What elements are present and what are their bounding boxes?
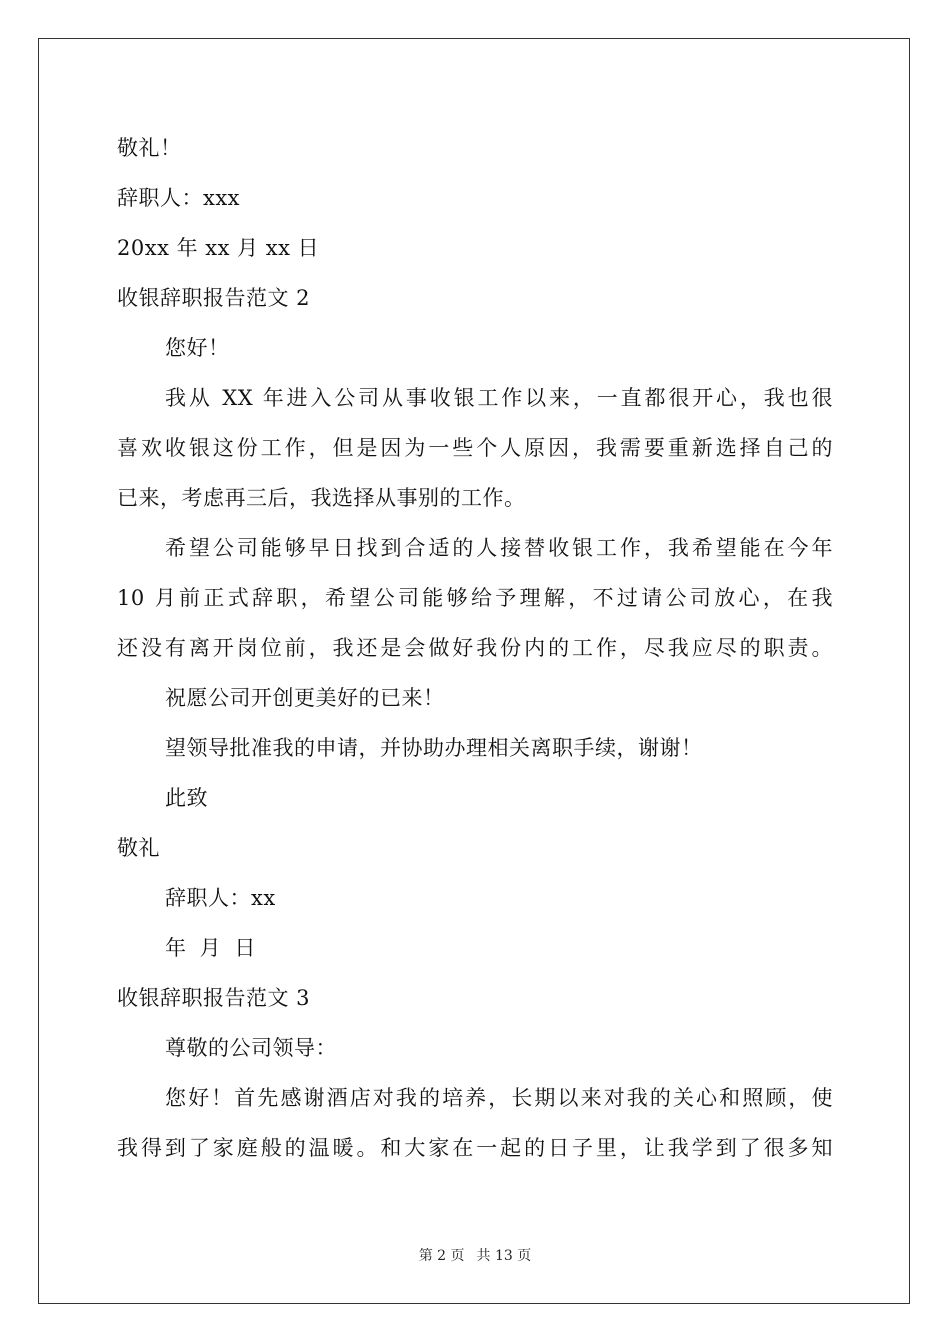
text-line: 辞职人：xxx [117,186,241,210]
section-heading: 收银辞职报告范文 3 [117,986,311,1010]
text-line: 望领导批准我的申请，并协助办理相关离职手续，谢谢！ [165,736,703,760]
text-line: 敬礼！ [117,136,182,160]
text-line: 年 月 日 [165,936,256,960]
text-line: 喜欢收银这份工作，但是因为一些个人原因，我需要重新选择自己的 [117,436,833,460]
text-line: 您好！ [165,336,230,360]
text-line: 20xx 年 xx 月 xx 日 [117,236,320,260]
section-heading: 收银辞职报告范文 2 [117,286,311,310]
text-line: 祝愿公司开创更美好的已来！ [165,686,445,710]
page-footer [0,1245,950,1265]
text-line: 您好！首先感谢酒店对我的培养，长期以来对我的关心和照顾，使 [165,1086,833,1110]
text-line: 尊敬的公司领导： [165,1036,337,1060]
text-line: 10 月前正式辞职，希望公司能够给予理解，不过请公司放心，在我 [117,586,833,610]
text-line: 辞职人：xx [165,886,276,910]
text-line: 已来，考虑再三后，我选择从事别的工作。 [117,486,526,510]
text-line: 敬礼 [117,836,160,860]
text-line: 我得到了家庭般的温暖。和大家在一起的日子里，让我学到了很多知 [117,1136,833,1160]
text-line: 我从 XX 年进入公司从事收银工作以来，一直都很开心，我也很 [165,386,833,410]
text-line: 此致 [165,786,208,810]
page-number: 第 2 页 [418,1248,465,1264]
page-total: 共 13 页 [476,1248,532,1264]
text-line: 还没有离开岗位前，我还是会做好我份内的工作，尽我应尽的职责。 [117,636,833,660]
text-line: 希望公司能够早日找到合适的人接替收银工作，我希望能在今年 [165,536,833,560]
